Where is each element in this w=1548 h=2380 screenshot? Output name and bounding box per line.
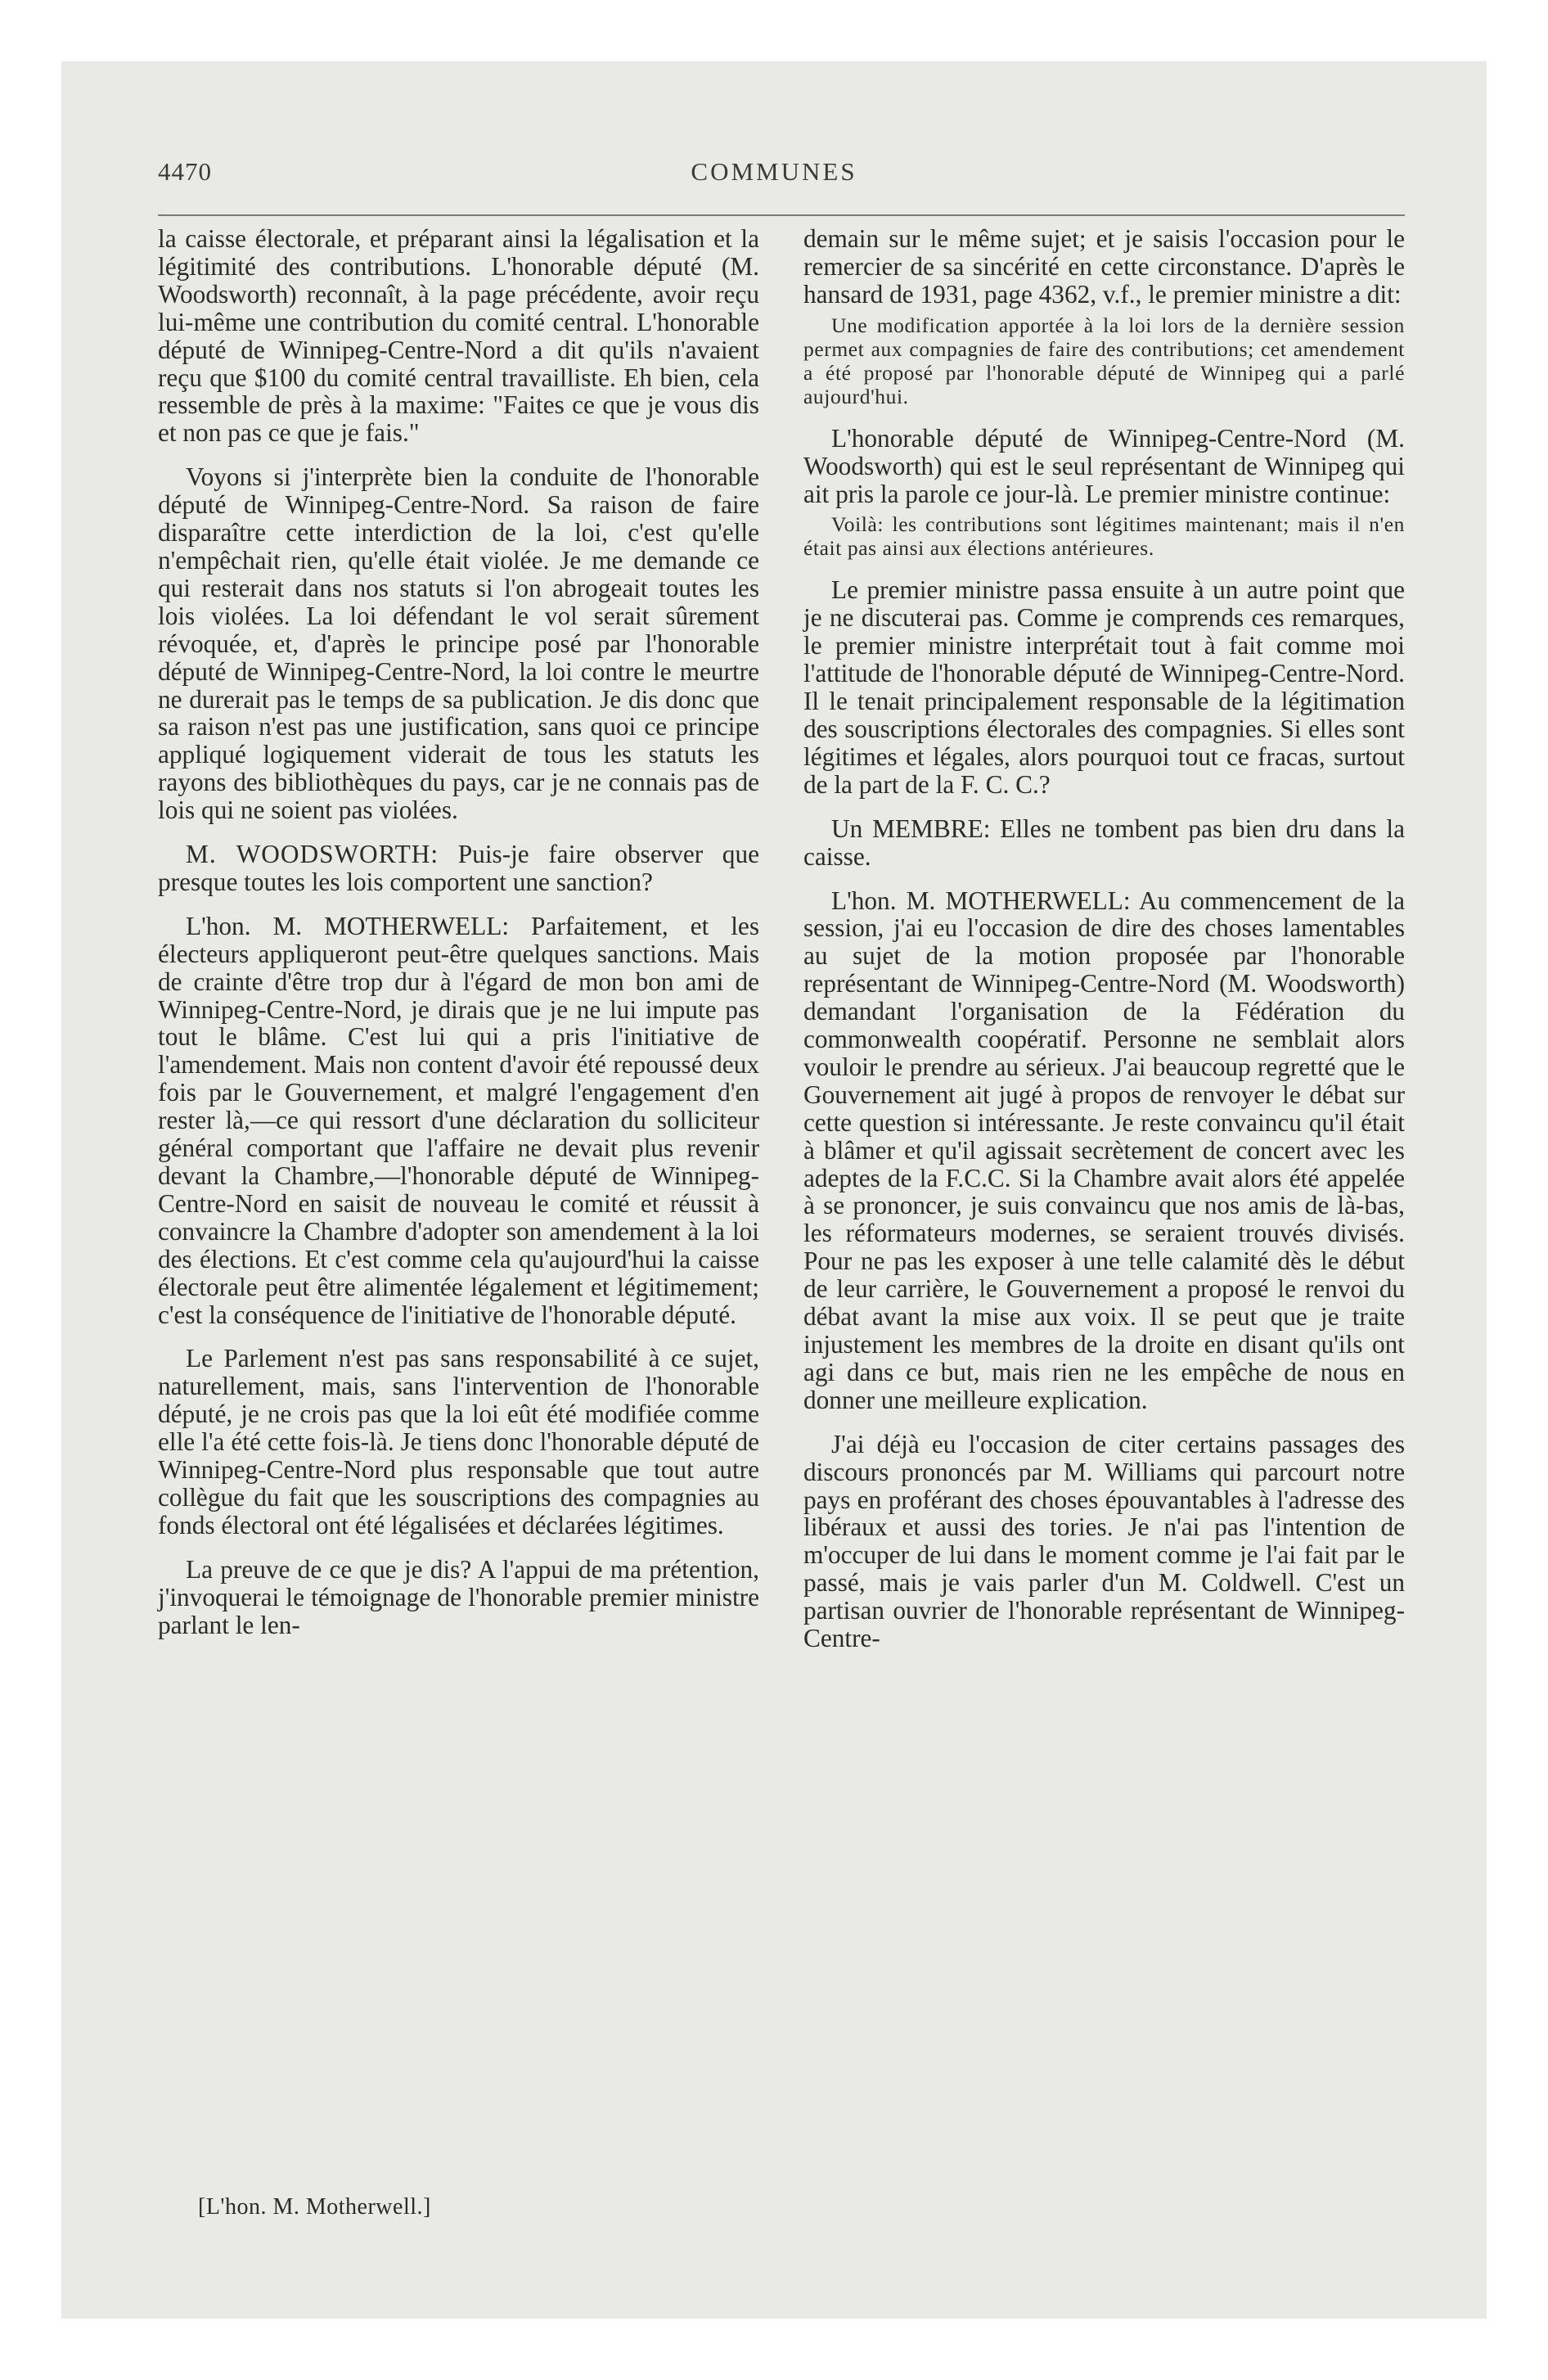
left-column: [158, 225, 759, 1639]
speaker-name: L'hon. M. MOTHERWELL:: [186, 911, 510, 940]
footer-reference: [L'hon. M. Motherwell.]: [198, 2194, 431, 2220]
running-title: COMMUNES: [691, 157, 857, 186]
paragraph: demain sur le même sujet; et je saisis l'occasion pour le remercier de sa sincérité en cette circonstance. D'après le hansard de 1931, page 4362, v.f., le premier ministre a dit:: [803, 224, 1405, 309]
speech-text: Au commencement de la session, j'ai eu l'occasion de dire des choses lamentables au sujet de la motion proposée par l'honorable représentant de Winnipeg-Centre-Nord (M. Woodsworth) demandant l'organisation de la Fédération du commonwealth coopératif. Personne ne semblait alors vouloir le prendre au sérieux. J'ai beaucoup regretté que le Gouvernement ait jugé à propos de renvoyer le débat sur cette question si intéressante. Je reste convaincu qu'il était à blâmer et qu'il agissait secrètement de concert avec les adeptes de la F.C.C. Si la Chambre avait alors été appelée à se prononcer, je suis convaincu que nos amis de là-bas, les réformateurs modernes, se seraient trouvés divisés. Pour ne pas les exposer à une telle calamité dès le début de leur carrière, le Gouvernement a proposé le renvoi du débat avant la mise aux voix. Il se peut que je traite injustement les membres de la droite en disant qu'ils ont agi dans ce but, mais rien ne les empêche de nous en donner une meilleure explication.: [803, 886, 1405, 1414]
speaker-name: L'hon. M. MOTHERWELL:: [831, 886, 1131, 915]
speech-text: Elles ne tombent pas bien dru dans la caisse.: [803, 814, 1405, 871]
speech-paragraph: [803, 887, 1405, 1414]
page-number: 4470: [158, 157, 212, 186]
speaker-name: M. WOODSWORTH:: [186, 840, 439, 869]
speech-paragraph: [803, 815, 1405, 871]
right-column: [803, 225, 1405, 1652]
header-rule: [158, 214, 1405, 216]
block-quote: Voilà: les contributions sont légitimes maintenant; mais il n'en était pas ainsi aux élections antérieures.: [803, 512, 1405, 561]
speech-text: Puis-je faire observer que presque toutes les lois comportent une sanction?: [158, 840, 759, 896]
paragraph: L'honorable député de Winnipeg-Centre-Nord (M. Woodsworth) qui est le seul représentant de Winnipeg qui ait pris la parole ce jour-là. Le premier ministre continue:: [803, 423, 1405, 508]
speech-text: Parfaitement, et les électeurs appliqueront peut-être quelques sanctions. Mais de crainte d'être trop dur à l'égard de mon bon ami de Winnipeg-Centre-Nord, je dirais que je ne lui impute pas tout le blâme. C'est lui qui a pris l'initiative de l'amendement. Mais non content d'avoir été repoussé deux fois par le Gouvernement, et malgré l'engagement d'en rester là,—ce qui ressort d'une déclaration du solliciteur général comportant que l'affaire ne devait plus revenir devant la Chambre,—l'honorable député de Winnipeg-Centre-Nord en saisit de nouveau le comité et réussit à convaincre la Chambre d'adopter son amendement à la loi des élections. Et c'est comme cela qu'aujourd'hui la caisse électorale peut être alimentée légalement et légitimement; c'est la conséquence de l'initiative de l'honorable député.: [158, 911, 759, 1329]
page-header: [0, 0, 1548, 246]
paragraph: Voyons si j'interprète bien la conduite de l'honorable député de Winnipeg-Centre-Nord. Sa raison de faire disparaître cette interdiction de la loi, c'est qu'elle n'empêchait rien, qu'elle était violée. Je me demande ce qui resterait dans nos statuts si l'on abrogeait toutes les lois violées. La loi défendant le vol serait sûrement révoquée, et, d'après le principe posé par l'honorable député de Winnipeg-Centre-Nord, la loi contre le meurtre ne durerait pas le temps de sa publication. Je dis donc que sa raison n'est pas une justification, sans quoi ce principe appliqué logiquement viderait de tous les statuts les rayons des bibliothèques du pays, car je ne connais pas de lois qui ne soient pas violées.: [158, 462, 759, 825]
paragraph: Le premier ministre passa ensuite à un autre point que je ne discuterai pas. Comme je comprends ces remarques, le premier ministre interprétait tout à fait comme moi l'attitude de l'honorable député de Winnipeg-Centre-Nord. Il le tenait principalement responsable de la légitimation des souscriptions électorales des compagnies. Si elles sont légitimes et légales, alors pourquoi tout ce fracas, surtout de la part de la F. C. C.?: [803, 575, 1405, 799]
speech-paragraph: [158, 913, 759, 1329]
speaker-name: Un MEMBRE:: [831, 814, 991, 843]
block-quote: Une modification apportée à la loi lors de la dernière session permet aux compagnies de faire des contributions; cet amendement a été proposé par l'honorable député de Winnipeg qui a parlé aujourd'hui.: [803, 313, 1405, 408]
paragraph: J'ai déjà eu l'occasion de citer certains passages des discours prononcés par M. Williams qui parcourt notre pays en proférant des choses épouvantables à l'adresse des libéraux et aussi des tories. Je n'ai pas l'intention de m'occuper de lui dans le moment comme je l'ai fait par le passé, mais je vais parler d'un M. Coldwell. C'est un partisan ouvrier de l'honorable représentant de Winnipeg-Centre-: [803, 1429, 1405, 1653]
paragraph: Le Parlement n'est pas sans responsabilité à ce sujet, naturellement, mais, sans l'intervention de l'honorable député, je ne crois pas que la loi eût été modifiée comme elle l'a été cette fois-là. Je tiens donc l'honorable député de Winnipeg-Centre-Nord plus responsable que tout autre collègue du fait que les souscriptions des compagnies au fonds électoral ont été légalisées et déclarées légitimes.: [158, 1344, 759, 1539]
speech-paragraph: [158, 841, 759, 896]
paragraph: la caisse électorale, et préparant ainsi la légalisation et la légitimité des contributions. L'honorable député (M. Woodsworth) reconnaît, à la page précédente, avoir reçu lui-même une contribution du comité central. L'honorable député de Winnipeg-Centre-Nord a dit qu'ils n'avaient reçu que $100 du comité central travailliste. Eh bien, cela ressemble de près à la maxime: "Faites ce que je vous dis et non pas ce que je fais.": [158, 224, 759, 448]
paragraph: La preuve de ce que je dis? A l'appui de ma prétention, j'invoquerai le témoignage de l'honorable premier ministre parlant le len-: [158, 1554, 759, 1639]
